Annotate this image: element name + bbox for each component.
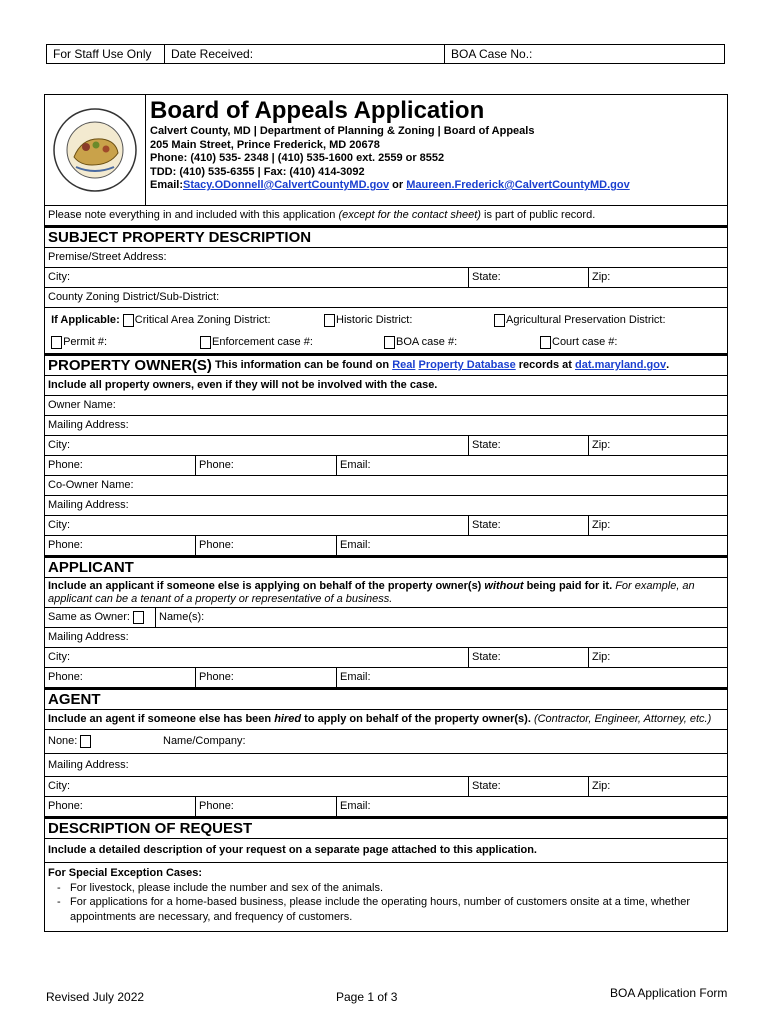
- co-owner-email-field[interactable]: Email:: [336, 536, 727, 555]
- agent-city-field[interactable]: City:: [48, 780, 70, 792]
- header-email: [150, 179, 630, 193]
- co-owner-city-row: [45, 516, 727, 536]
- special-exception-block: [45, 863, 727, 924]
- co-owner-phone-1-field[interactable]: Phone:: [48, 539, 83, 551]
- same-as-owner-option[interactable]: [45, 608, 155, 627]
- bullet-dash-1: -: [57, 881, 61, 894]
- agent-include-row: [45, 710, 727, 730]
- applicant-include-text: [45, 578, 727, 607]
- agent-phone-2-field[interactable]: Phone:: [195, 797, 336, 816]
- owner-phone-2-field[interactable]: Phone:: [195, 456, 336, 475]
- agent-zip-field[interactable]: Zip:: [588, 777, 727, 796]
- co-owner-name-field[interactable]: Co-Owner Name:: [48, 479, 134, 491]
- agent-inc-2: to apply on behalf of the property owner(s).: [301, 713, 534, 725]
- notice-part-2: is part of public record.: [480, 209, 596, 221]
- applicant-email-field[interactable]: Email:: [336, 668, 727, 687]
- real-link[interactable]: Real: [392, 359, 416, 371]
- applicant-city-field[interactable]: City:: [48, 651, 70, 663]
- county-seal: [45, 95, 146, 205]
- agent-city-row: [45, 777, 727, 797]
- header-tdd-fax: TDD: (410) 535-6355 | Fax: (410) 414-3092: [150, 165, 365, 178]
- owner-email-field[interactable]: Email:: [336, 456, 727, 475]
- historic-label: Historic District:: [336, 313, 413, 326]
- owner-city-row: [45, 436, 727, 456]
- agent-include-text: [45, 710, 714, 729]
- subject-state-field[interactable]: State:: [468, 268, 588, 287]
- agent-none-checkbox[interactable]: [80, 735, 91, 748]
- applicant-heading: APPLICANT: [45, 556, 727, 578]
- enforcement-label: Enforcement case #:: [212, 336, 313, 348]
- co-owner-phone-row: [45, 536, 727, 556]
- application-form: [44, 94, 728, 932]
- owner-note-3: .: [666, 359, 670, 371]
- staff-use-row: [46, 44, 725, 64]
- co-owner-phone-2-field[interactable]: Phone:: [195, 536, 336, 555]
- applicant-name-row: [45, 608, 727, 628]
- applicant-inc-3: For example, an applicant can be a tenant of a property or representative of a business.: [48, 580, 695, 605]
- applicant-include-row: [45, 578, 727, 608]
- court-case-label: Court case #:: [552, 336, 618, 348]
- agent-none-option[interactable]: [45, 730, 160, 753]
- email-link-1[interactable]: Stacy.ODonnell@CalvertCountyMD.gov: [183, 179, 390, 191]
- boa-case-checkbox[interactable]: [384, 336, 395, 349]
- zoning-field[interactable]: County Zoning District/Sub-District:: [48, 291, 220, 303]
- subject-zip-field[interactable]: Zip:: [588, 268, 727, 287]
- applicant-mailing-field[interactable]: Mailing Address:: [48, 631, 129, 643]
- critical-area-option[interactable]: [45, 308, 321, 332]
- owner-include-text: Include all property owners, even if they will not be involved with the case.: [48, 379, 438, 391]
- agent-mailing-row: [45, 754, 727, 777]
- agent-none-label: None:: [48, 735, 78, 747]
- critical-area-label: Critical Area Zoning District:: [134, 313, 271, 326]
- request-include-text: Include a detailed description of your request on a separate page attached to this application.: [48, 844, 537, 856]
- applicant-phone-1-field[interactable]: Phone:: [48, 671, 83, 683]
- notice-italic: (except for the contact sheet): [338, 209, 481, 221]
- agent-email-field[interactable]: Email:: [336, 797, 727, 816]
- co-owner-state-field[interactable]: State:: [468, 516, 588, 535]
- co-owner-city-field[interactable]: City:: [48, 519, 70, 531]
- boa-case-no-field[interactable]: BOA Case No.:: [451, 47, 533, 61]
- permit-checkbox[interactable]: [51, 336, 62, 349]
- special-item-2-text: For applications for a home-based business, please include the operating hours, number of customers onsite at a time, whether appointments are necessary, and frequency of customers.: [70, 896, 691, 923]
- footer-revised: Revised July 2022: [46, 990, 145, 1004]
- email-label: Email:: [150, 179, 184, 191]
- applicant-inc-italic: without: [484, 580, 524, 592]
- agricultural-label: Agricultural Preservation District:: [506, 313, 666, 326]
- co-owner-mailing-row: [45, 496, 727, 516]
- owner-phone-row: [45, 456, 727, 476]
- co-owner-zip-field[interactable]: Zip:: [588, 516, 727, 535]
- special-exception-row: [45, 863, 727, 931]
- premise-row: [45, 248, 727, 268]
- applicant-phone-row: [45, 668, 727, 688]
- owner-mailing-field[interactable]: Mailing Address:: [48, 419, 129, 431]
- request-heading: DESCRIPTION OF REQUEST: [45, 817, 727, 839]
- owner-zip-field[interactable]: Zip:: [588, 436, 727, 455]
- form-header: [45, 95, 727, 206]
- owner-heading-row: [45, 354, 727, 376]
- owner-name-field[interactable]: Owner Name:: [48, 399, 116, 411]
- agent-inc-1: Include an agent if someone else has been: [48, 713, 275, 725]
- applicant-names-field[interactable]: Name(s):: [155, 608, 727, 627]
- subject-city-row: [45, 268, 727, 288]
- agent-heading: AGENT: [45, 688, 727, 710]
- owner-include-row: [45, 376, 727, 396]
- footer-form-name: BOA Application Form: [610, 986, 728, 1000]
- historic-checkbox[interactable]: [324, 314, 335, 327]
- agricultural-option[interactable]: [491, 308, 727, 332]
- applicant-inc-1: Include an applicant if someone else is applying on behalf of the property owner(s): [48, 580, 485, 592]
- owner-note-2: records at: [515, 359, 576, 371]
- agent-name-company-field[interactable]: Name/Company:: [163, 735, 246, 747]
- agent-inc-3: (Contractor, Engineer, Attorney, etc.): [533, 713, 712, 725]
- same-as-owner-label: Same as Owner:: [48, 611, 130, 623]
- bullet-dash-2: -: [57, 896, 61, 908]
- applicant-zip-field[interactable]: Zip:: [588, 648, 727, 667]
- property-database-link[interactable]: Property Database: [418, 359, 516, 371]
- owner-heading: PROPERTY OWNER(S): [48, 357, 212, 374]
- footer-page: Page 1 of 3: [336, 990, 398, 1004]
- applicant-state-field[interactable]: State:: [468, 648, 588, 667]
- enforcement-option[interactable]: [197, 332, 381, 353]
- zoning-row: [45, 288, 727, 308]
- notice-part-1: Please note everything in and included with this application: [48, 209, 339, 221]
- agricultural-checkbox[interactable]: [494, 314, 505, 327]
- notice-text: [45, 206, 598, 225]
- header-info: [146, 95, 634, 205]
- email-or: or: [389, 179, 407, 191]
- agent-phone-1-field[interactable]: Phone:: [48, 800, 83, 812]
- historic-option[interactable]: [321, 308, 491, 332]
- agent-state-field[interactable]: State:: [468, 777, 588, 796]
- owner-phone-1-field[interactable]: Phone:: [48, 459, 83, 471]
- premise-field[interactable]: Premise/Street Address:: [48, 251, 167, 263]
- co-owner-name-row: [45, 476, 727, 496]
- agent-inc-italic: hired: [274, 713, 302, 725]
- subject-city-field[interactable]: City:: [48, 271, 70, 283]
- header-address: 205 Main Street, Prince Frederick, MD 20678: [150, 138, 380, 151]
- form-title: Board of Appeals Application: [150, 97, 485, 124]
- subject-heading: SUBJECT PROPERTY DESCRIPTION: [45, 226, 727, 248]
- owner-mailing-row: [45, 416, 727, 436]
- court-case-checkbox[interactable]: [540, 336, 551, 349]
- boa-case-label: BOA case #:: [396, 336, 458, 348]
- special-item-1: [48, 881, 724, 896]
- permit-option[interactable]: [45, 332, 197, 353]
- agent-mailing-field[interactable]: Mailing Address:: [48, 758, 129, 771]
- co-owner-mailing-field[interactable]: Mailing Address:: [48, 499, 129, 511]
- agent-name-row: [45, 730, 727, 754]
- owner-note-1: This information can be found on: [211, 359, 393, 371]
- critical-area-checkbox[interactable]: [123, 314, 134, 327]
- dat-maryland-link[interactable]: dat.maryland.gov: [575, 359, 667, 371]
- special-exception-label: For Special Exception Cases:: [48, 867, 203, 879]
- owner-name-row: [45, 396, 727, 416]
- case-numbers-row: [45, 332, 727, 354]
- applicant-phone-2-field[interactable]: Phone:: [195, 668, 336, 687]
- if-applicable-label: If Applicable: [51, 313, 117, 326]
- header-line-1: Calvert County, MD | Department of Planning & Zoning | Board of Appeals: [150, 125, 535, 137]
- public-record-notice: [45, 206, 727, 226]
- applicant-city-row: [45, 648, 727, 668]
- owner-city-field[interactable]: City:: [48, 439, 70, 451]
- court-case-option[interactable]: [537, 332, 727, 353]
- applicant-mailing-row: [45, 628, 727, 648]
- staff-use-label: For Staff Use Only: [47, 45, 165, 63]
- owner-state-field[interactable]: State:: [468, 436, 588, 455]
- applicant-inc-2: being paid for it.: [523, 580, 616, 592]
- same-as-owner-checkbox[interactable]: [133, 611, 144, 624]
- special-item-2: [48, 895, 724, 924]
- request-include-row: [45, 839, 727, 863]
- enforcement-checkbox[interactable]: [200, 336, 211, 349]
- boa-case-option[interactable]: [381, 332, 537, 353]
- header-phone: Phone: (410) 535- 2348 | (410) 535-1600 ext. 2559 or 8552: [150, 152, 445, 164]
- permit-label: Permit #:: [63, 336, 108, 348]
- applicable-row: [45, 308, 727, 332]
- agent-phone-row: [45, 797, 727, 817]
- county-seal-icon: [52, 107, 138, 193]
- date-received-field[interactable]: Date Received:: [165, 45, 445, 63]
- email-link-2[interactable]: Maureen.Frederick@CalvertCountyMD.gov: [406, 179, 630, 191]
- owner-heading-cell: [45, 356, 672, 375]
- if-applicable-colon: :: [116, 313, 120, 326]
- special-item-1-text: For livestock, please include the number and sex of the animals.: [70, 881, 384, 894]
